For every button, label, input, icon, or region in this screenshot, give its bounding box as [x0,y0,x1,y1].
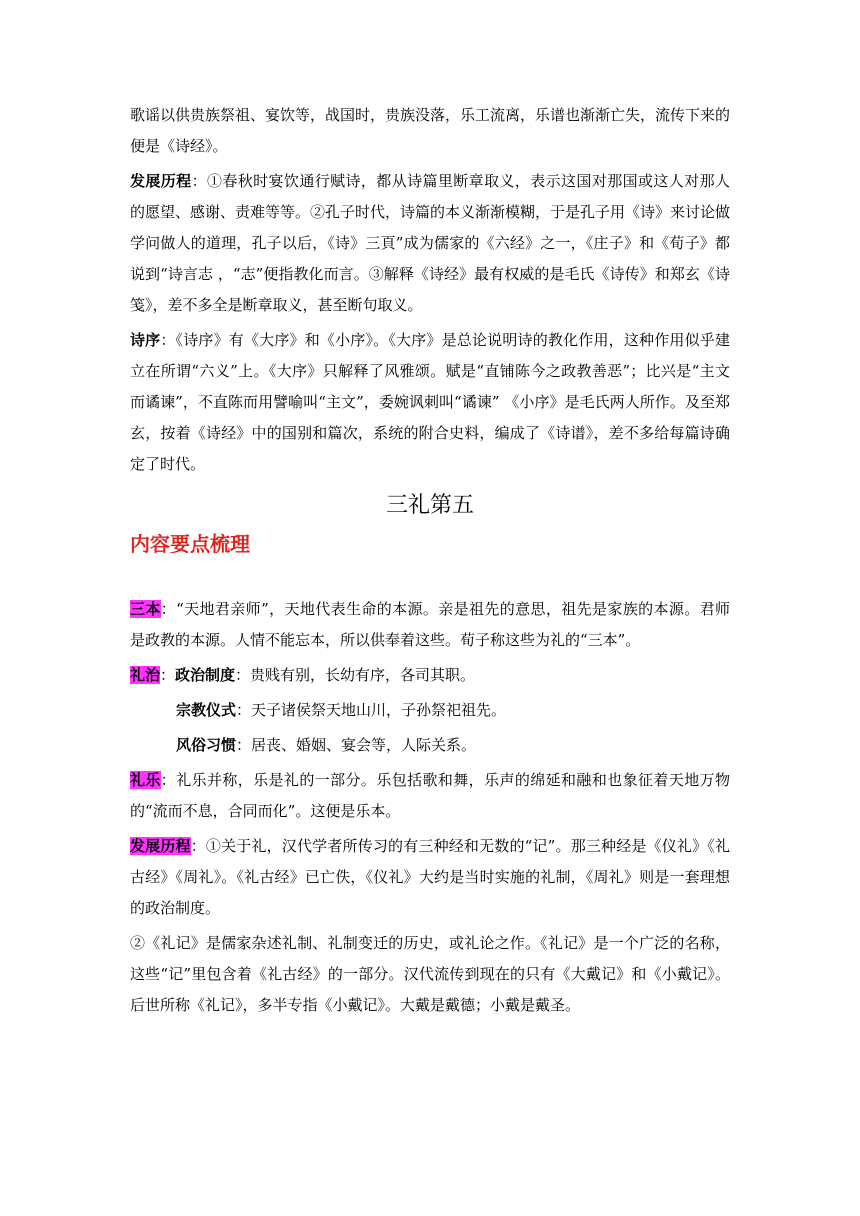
label-shixu: 诗序 [130,331,161,349]
paragraph-customs [130,730,730,761]
highlight-label-sanben: 三本 [130,600,161,618]
text-political-system: ：贵贱有别，长幼有序，各司其职。 [235,666,476,684]
text-development-li: ：①关于礼，汉代学者所传习的有三种经和无数的“记”。那三种经是《仪礼》《礼古经》《周礼》。《礼古经》已亡佚，《仪礼》大约是当时实施的礼制，《周礼》则是一套理想的政治制度。 [130,837,730,917]
text-development: ：①春秋时宴饮通行赋诗，都从诗篇里断章取义，表示这国对那国或这人对那人的愿望、感谢、责难等等。②孔子时代，诗篇的本义渐渐模糊，于是孔子用《诗》来讨论做学问做人的道理，孔子以后，《诗》三頁”成为儒家的《六经》之一，《庄子》和《荀子》都说到“诗言志 ，“志”便指教化而言。③解释《诗经》最有权威的是毛氏《诗传》和郑玄《诗笺》，差不多全是断章取义，甚至断句取义。 [130,172,731,314]
chapter-title: 三礼第五 [385,493,474,518]
text-shixu: ：《诗序》有《大序》和《小序》。《大序》是总论说明诗的教化作用，这种作用似乎建立在所谓“六义”上。《大序》只解释了风雅颂。赋是“直铺陈今之政教善恶”；比兴是“主文而谲谏”，不直陈而用譬喻叫“主文”，委婉讽刺叫“谲谏” 《小序》是毛氏两人所作。及至郑玄，按着《诗经》中的国别和篇次，系统的附合史料，编成了《诗谱》，差不多给每篇诗确定了时代。 [130,331,730,473]
paragraph-religious-rites [130,695,730,726]
paragraph-development-shijing [130,166,730,321]
paragraph-development-li [130,831,730,924]
paragraph-shijing-origin: 歌谣以供贵族祭祖、宴饮等，战国时，贵族没落，乐工流离，乐谱也渐渐亡失，流传下来的便是《诗经》。 [130,106,731,155]
label-development: 发展历程 [130,172,192,190]
paragraph-shixu [130,325,730,480]
section-title: 内容要点梳理 [130,532,250,556]
document-page [130,100,730,1021]
paragraph-liji: ②《礼记》是儒家杂述礼制、礼制变迁的历史，或礼论之作。《礼记》是一个广泛的名称，这些“记”里包含着《礼古经》的一部分。汉代流传到现在的只有《大戴记》和《小戴记》。后世所称《礼记》，多半专指《小戴记》。大戴是戴德；小戴是戴圣。 [130,934,730,1014]
paragraph-liyue [130,765,730,827]
text-liyue: ：礼乐并称，乐是礼的一部分。乐包括歌和舞，乐声的绵延和融和也象征着天地万物的“流而不息，合同而化”。这便是乐本。 [130,771,730,820]
paragraph-lizhi: 礼治：政治制度：贵贱有别，长幼有序，各司其职。 [130,666,476,684]
label-political-system: 政治制度 [175,666,236,684]
label-religious-rites: 宗教仪式 [176,701,237,719]
highlight-label-development: 发展历程 [130,837,191,855]
highlight-label-liyue: 礼乐 [130,771,161,789]
highlight-label-lizhi: 礼治 [130,666,161,684]
spacer [130,562,730,594]
paragraph-sanben [130,594,730,656]
text-religious-rites: ：天子诸侯祭天地山川，子孙祭祀祖先。 [236,701,507,719]
text-sanben: ：“天地君亲师”，天地代表生命的本源。亲是祖先的意思，祖先是家族的本源。君师是政教的本源。人情不能忘本，所以供奉着这些。荀子称这些为礼的“三本”。 [130,600,730,649]
text-customs: ：居丧、婚姻、宴会等，人际关系。 [236,736,477,754]
label-customs: 风俗习惯 [176,736,237,754]
